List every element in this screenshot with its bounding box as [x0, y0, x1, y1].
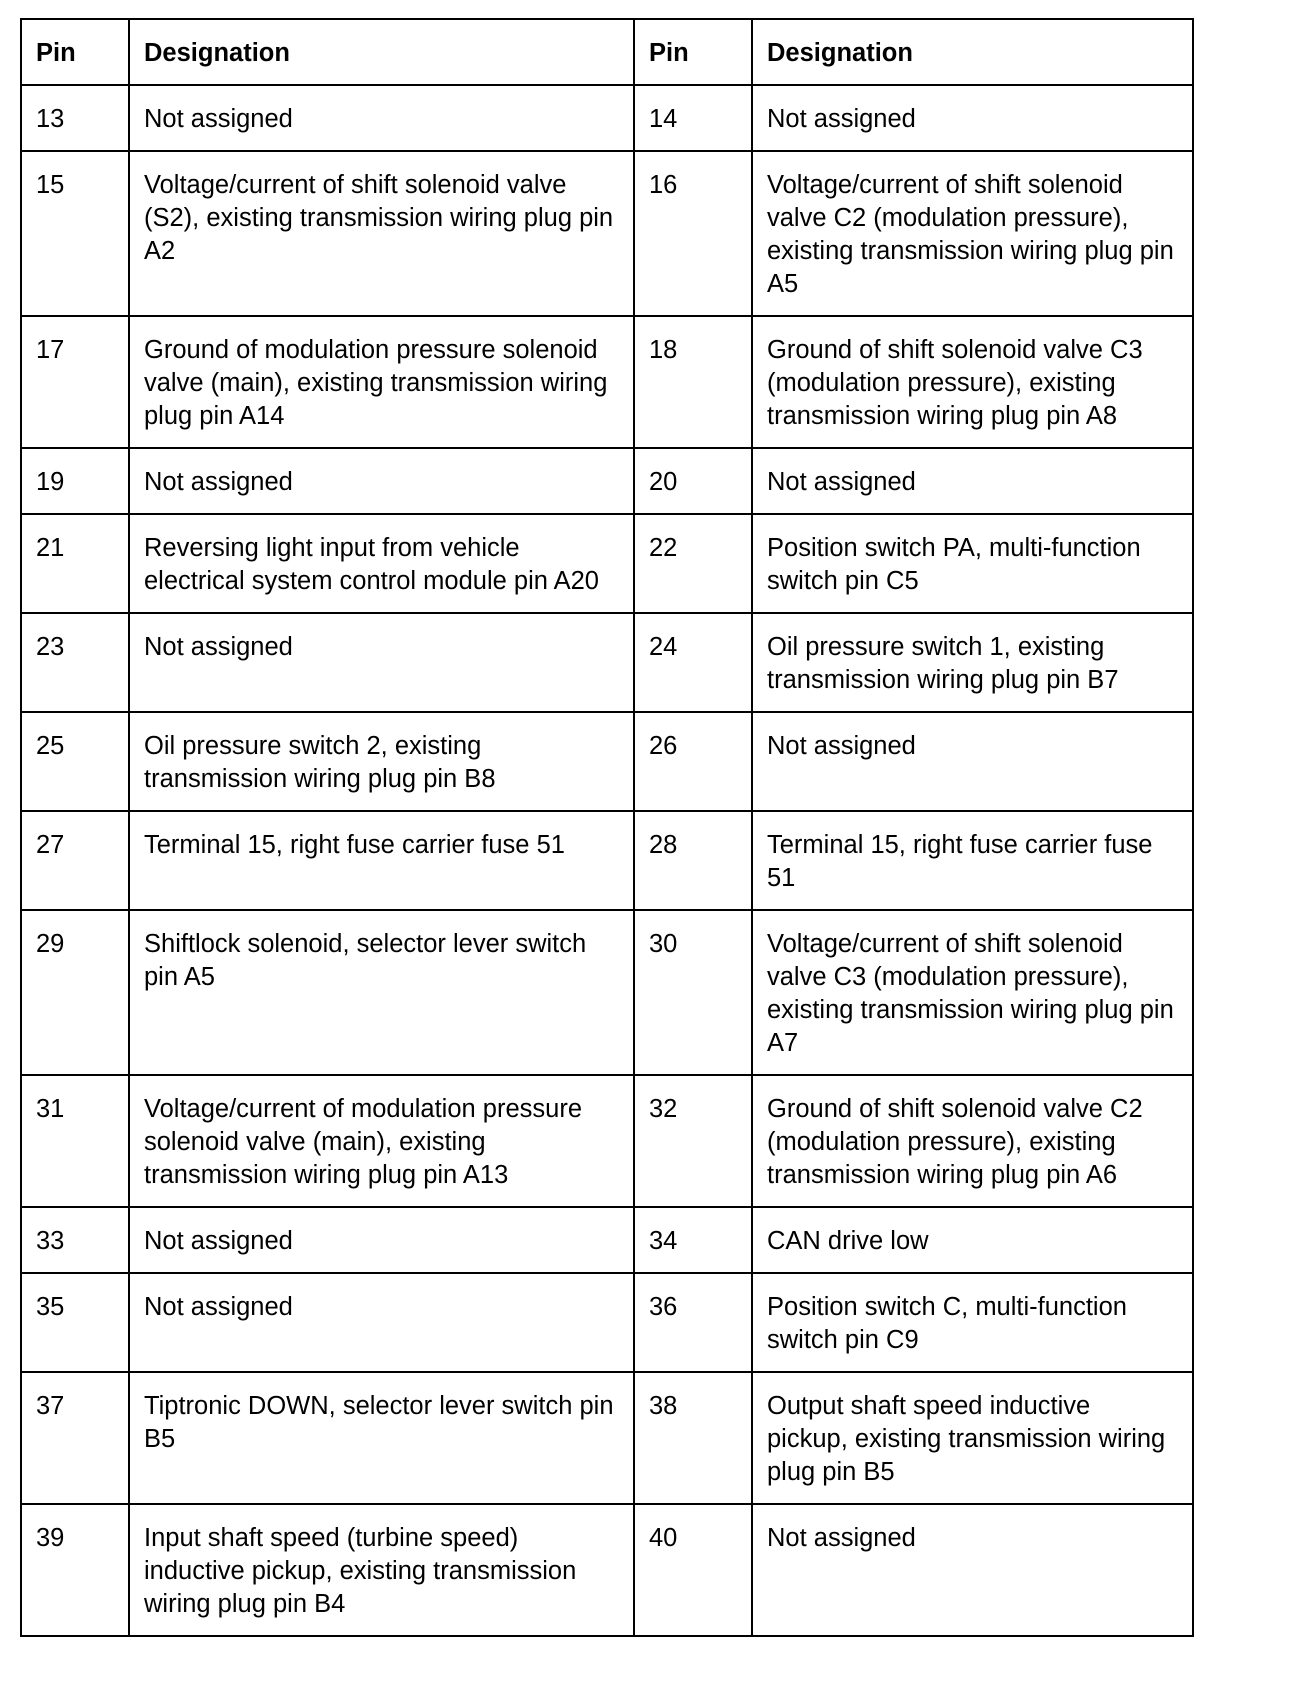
designation-left-cell: Voltage/current of shift solenoid valve (S2), existing transmission wiring plug pin A2 [129, 151, 634, 316]
pin-right-cell: 32 [634, 1075, 752, 1207]
designation-right-cell: Output shaft speed inductive pickup, existing transmission wiring plug pin B5 [752, 1372, 1193, 1504]
designation-right-cell: Position switch PA, multi-function switch pin C5 [752, 514, 1193, 613]
pin-left-cell: 35 [21, 1273, 129, 1372]
designation-right-cell: Terminal 15, right fuse carrier fuse 51 [752, 811, 1193, 910]
pin-left-cell: 25 [21, 712, 129, 811]
pin-right-cell: 38 [634, 1372, 752, 1504]
header-designation-right: Designation [752, 19, 1193, 85]
designation-right-cell: Voltage/current of shift solenoid valve C3 (modulation pressure), existing transmission wiring plug pin A7 [752, 910, 1193, 1075]
header-pin-right: Pin [634, 19, 752, 85]
pin-right-cell: 22 [634, 514, 752, 613]
pin-left-cell: 21 [21, 514, 129, 613]
table-row [21, 448, 1193, 514]
table-row [21, 910, 1193, 1075]
designation-left-cell: Terminal 15, right fuse carrier fuse 51 [129, 811, 634, 910]
table-row [21, 1207, 1193, 1273]
designation-left-cell: Voltage/current of modulation pressure solenoid valve (main), existing transmission wiring plug pin A13 [129, 1075, 634, 1207]
pin-assignment-table [20, 18, 1194, 1637]
designation-right-cell: Not assigned [752, 448, 1193, 514]
table-row [21, 151, 1193, 316]
header-pin-left: Pin [21, 19, 129, 85]
pin-right-cell: 28 [634, 811, 752, 910]
table-row [21, 811, 1193, 910]
pin-left-cell: 29 [21, 910, 129, 1075]
table-row [21, 514, 1193, 613]
pin-right-cell: 14 [634, 85, 752, 151]
pin-left-cell: 23 [21, 613, 129, 712]
pin-left-cell: 33 [21, 1207, 129, 1273]
designation-left-cell: Not assigned [129, 448, 634, 514]
designation-left-cell: Not assigned [129, 85, 634, 151]
table-row [21, 1075, 1193, 1207]
designation-left-cell: Not assigned [129, 1273, 634, 1372]
table-row [21, 85, 1193, 151]
designation-left-cell: Oil pressure switch 2, existing transmission wiring plug pin B8 [129, 712, 634, 811]
pin-right-cell: 40 [634, 1504, 752, 1636]
table-row [21, 316, 1193, 448]
designation-left-cell: Tiptronic DOWN, selector lever switch pin B5 [129, 1372, 634, 1504]
pin-right-cell: 36 [634, 1273, 752, 1372]
designation-left-cell: Not assigned [129, 613, 634, 712]
pin-right-cell: 20 [634, 448, 752, 514]
pin-left-cell: 27 [21, 811, 129, 910]
table-row [21, 1504, 1193, 1636]
table-row [21, 1273, 1193, 1372]
designation-right-cell: Not assigned [752, 1504, 1193, 1636]
designation-right-cell: Ground of shift solenoid valve C3 (modulation pressure), existing transmission wiring plug pin A8 [752, 316, 1193, 448]
designation-left-cell: Shiftlock solenoid, selector lever switch pin A5 [129, 910, 634, 1075]
designation-right-cell: Ground of shift solenoid valve C2 (modulation pressure), existing transmission wiring plug pin A6 [752, 1075, 1193, 1207]
designation-left-cell: Input shaft speed (turbine speed) inductive pickup, existing transmission wiring plug pin B4 [129, 1504, 634, 1636]
pin-right-cell: 26 [634, 712, 752, 811]
designation-right-cell: Position switch C, multi-function switch pin C9 [752, 1273, 1193, 1372]
pin-left-cell: 17 [21, 316, 129, 448]
table-row [21, 613, 1193, 712]
designation-right-cell: Oil pressure switch 1, existing transmission wiring plug pin B7 [752, 613, 1193, 712]
designation-right-cell: Voltage/current of shift solenoid valve C2 (modulation pressure), existing transmission wiring plug pin A5 [752, 151, 1193, 316]
pin-left-cell: 13 [21, 85, 129, 151]
pin-right-cell: 34 [634, 1207, 752, 1273]
designation-right-cell: CAN drive low [752, 1207, 1193, 1273]
designation-left-cell: Ground of modulation pressure solenoid valve (main), existing transmission wiring plug pin A14 [129, 316, 634, 448]
designation-left-cell: Not assigned [129, 1207, 634, 1273]
designation-right-cell: Not assigned [752, 712, 1193, 811]
table-row [21, 1372, 1193, 1504]
pin-right-cell: 18 [634, 316, 752, 448]
table-header-row [21, 19, 1193, 85]
pin-left-cell: 31 [21, 1075, 129, 1207]
pin-left-cell: 15 [21, 151, 129, 316]
header-designation-left: Designation [129, 19, 634, 85]
pin-right-cell: 16 [634, 151, 752, 316]
pin-left-cell: 19 [21, 448, 129, 514]
pin-left-cell: 37 [21, 1372, 129, 1504]
designation-left-cell: Reversing light input from vehicle electrical system control module pin A20 [129, 514, 634, 613]
pin-right-cell: 30 [634, 910, 752, 1075]
designation-right-cell: Not assigned [752, 85, 1193, 151]
pin-left-cell: 39 [21, 1504, 129, 1636]
table-body [21, 85, 1193, 1636]
pin-right-cell: 24 [634, 613, 752, 712]
table-row [21, 712, 1193, 811]
